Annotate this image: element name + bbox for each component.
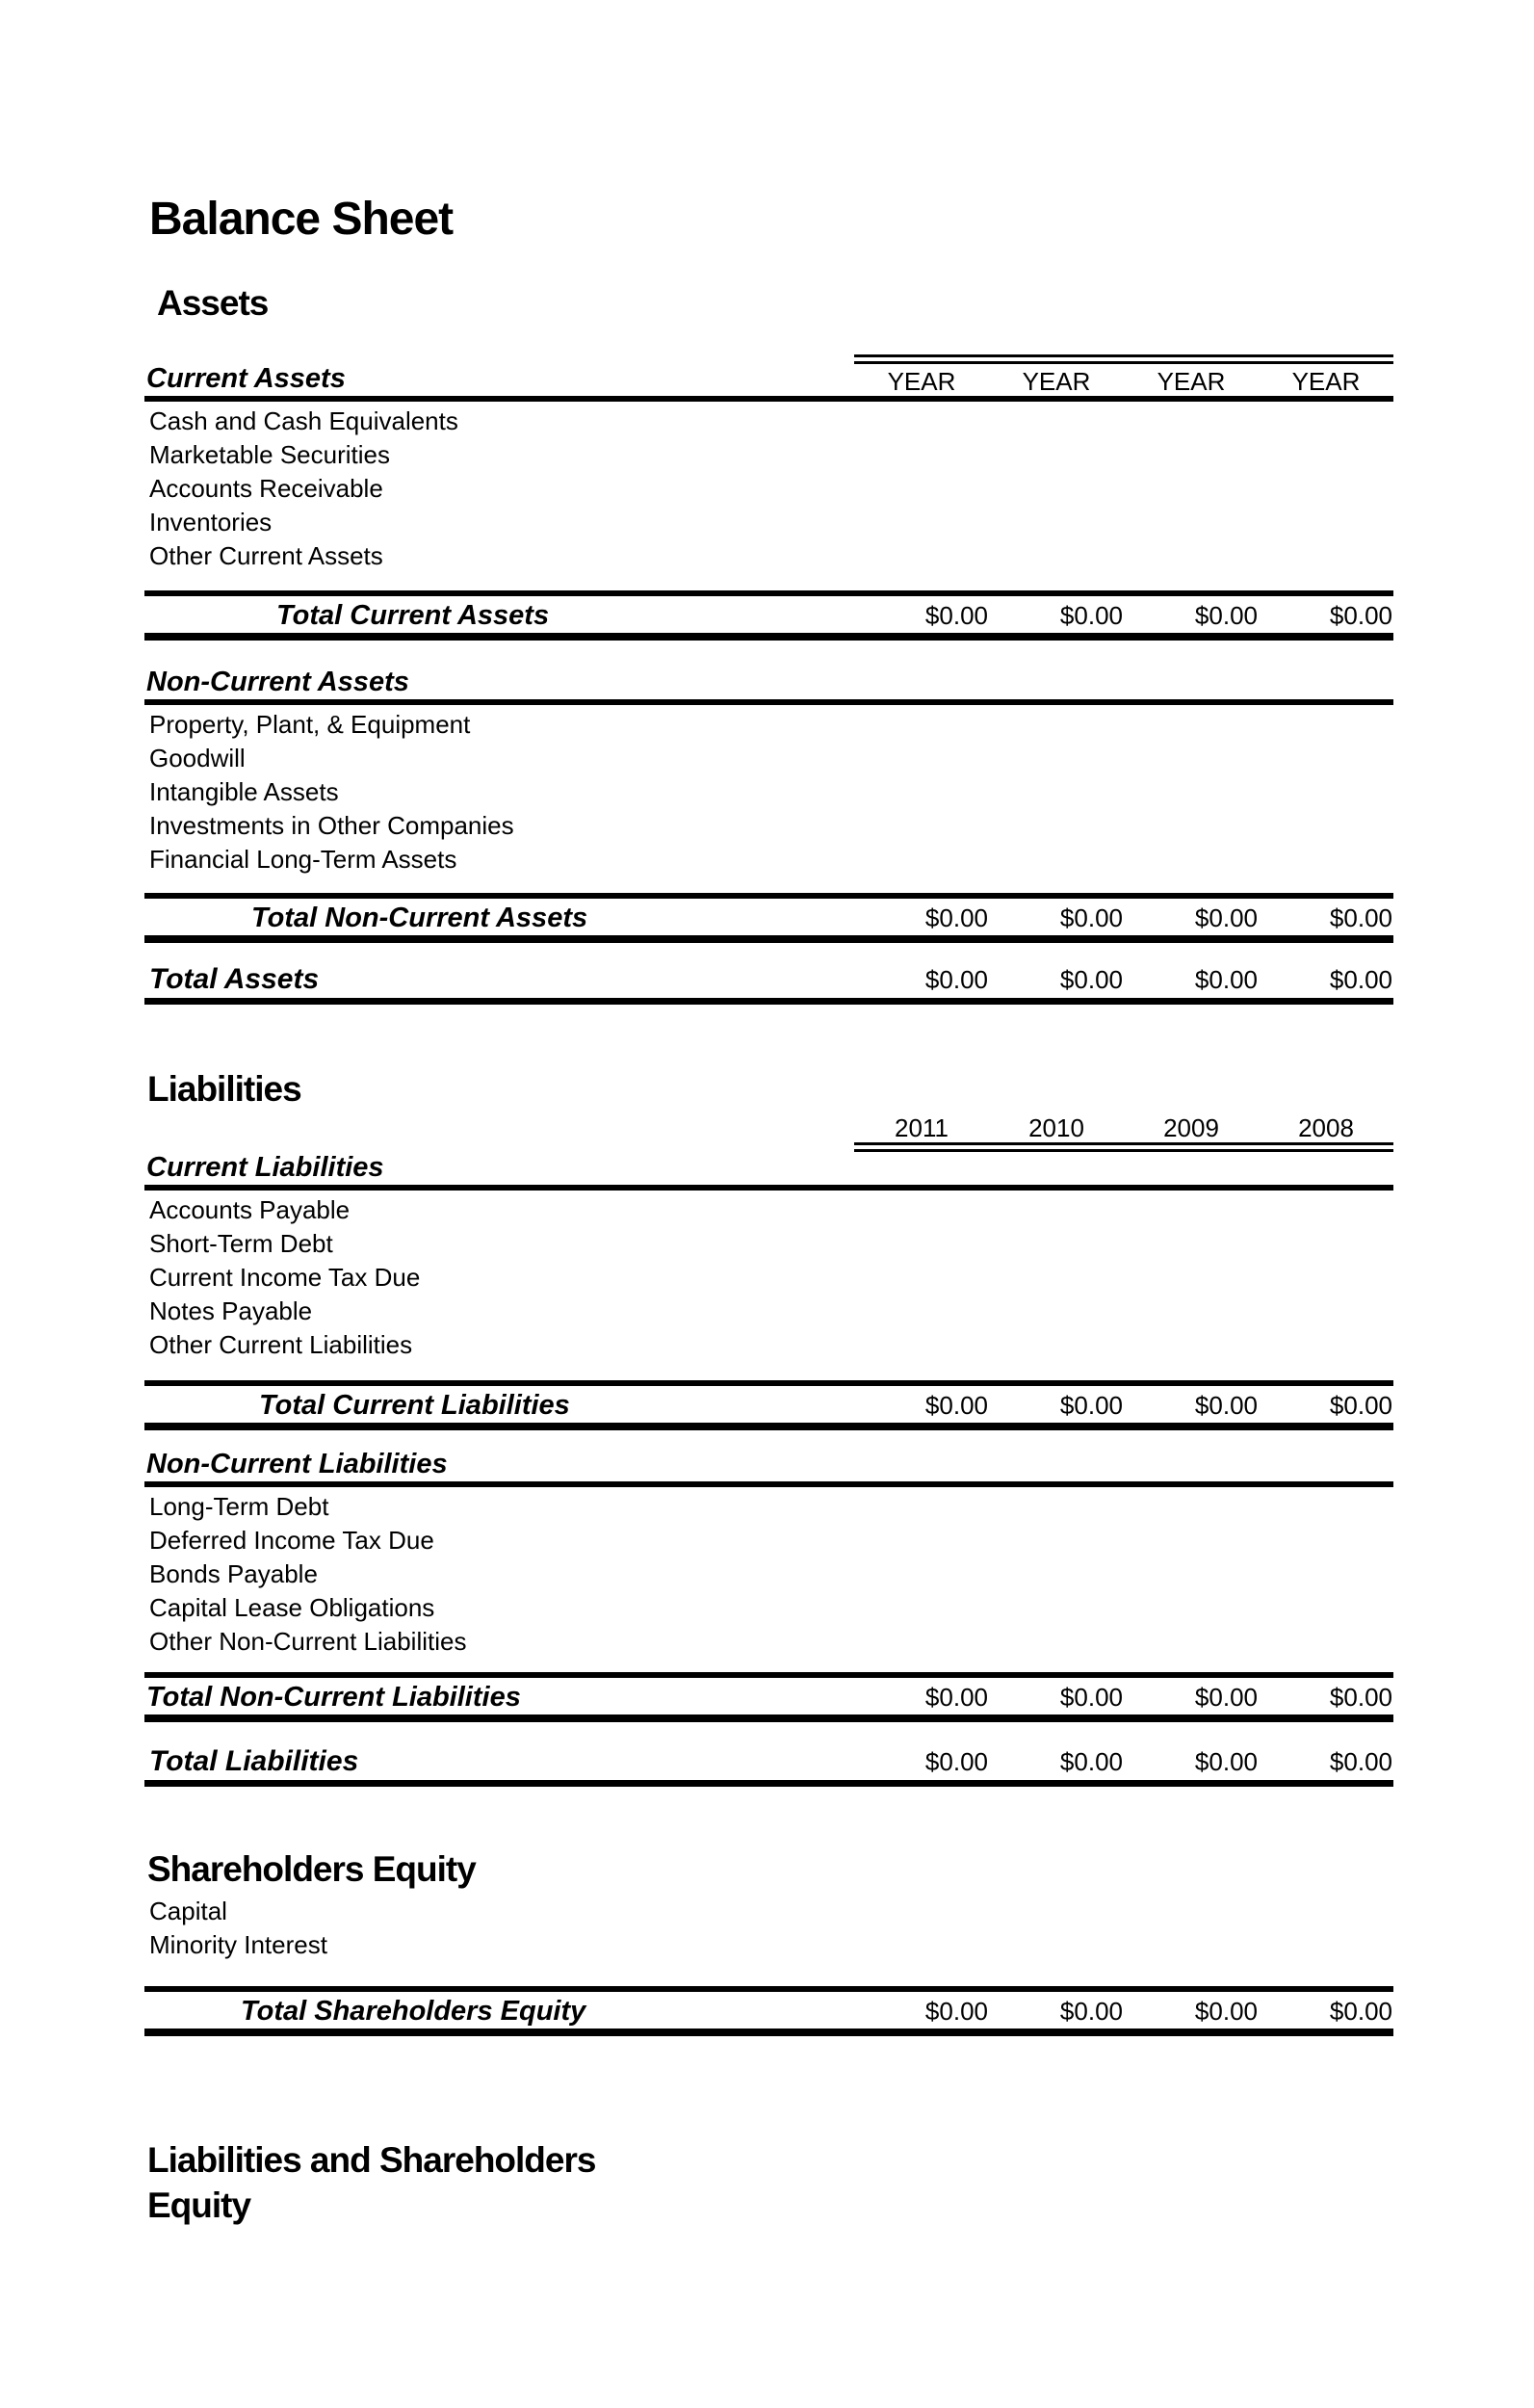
line-item: Current Income Tax Due [149, 1263, 421, 1292]
line-item: Other Current Liabilities [149, 1330, 413, 1359]
non-current-assets-item-list [144, 708, 1393, 877]
assets-section-heading: Assets [157, 283, 269, 323]
grand-total-values [854, 1746, 1393, 1777]
line-item: Cash and Cash Equivalents [149, 406, 458, 435]
total-row-values [854, 600, 1393, 631]
total-value: $0.00 [1059, 965, 1123, 994]
total-non-current-assets-row [144, 893, 1393, 943]
line-item: Capital [149, 1897, 227, 1925]
total-value: $0.00 [1194, 1683, 1258, 1712]
year-column-header: 2010 [1028, 1113, 1084, 1142]
total-row-label: Total Shareholders Equity [241, 1996, 586, 2027]
total-row-label: Total Current Liabilities [259, 1390, 570, 1421]
year-column-header: 2008 [1298, 1113, 1354, 1142]
total-value: $0.00 [1329, 1747, 1392, 1776]
liabilities-year-header-columns [854, 1113, 1393, 1152]
line-item: Other Non-Current Liabilities [149, 1627, 467, 1656]
total-row-values [854, 903, 1393, 933]
line-item: Property, Plant, & Equipment [149, 710, 471, 739]
total-value: $0.00 [1059, 1683, 1123, 1712]
line-item: Bonds Payable [149, 1559, 318, 1588]
equity-section-heading: Shareholders Equity [147, 1849, 476, 1889]
total-value: $0.00 [1194, 903, 1258, 932]
total-row-values [854, 1390, 1393, 1421]
total-value: $0.00 [1329, 1683, 1392, 1712]
line-item: Goodwill [149, 744, 246, 772]
total-value: $0.00 [1194, 965, 1258, 994]
year-column-header: YEAR [1022, 367, 1091, 396]
equity-item-list [144, 1895, 1393, 1962]
line-item: Marketable Securities [149, 440, 390, 469]
sheet-body [144, 193, 1393, 2228]
total-current-liabilities-row [144, 1380, 1393, 1430]
line-item: Intangible Assets [149, 777, 339, 806]
line-item: Accounts Receivable [149, 474, 383, 503]
total-shareholders-equity-row [144, 1986, 1393, 2036]
year-column-header: 2009 [1163, 1113, 1219, 1142]
current-assets-item-list [144, 405, 1393, 573]
total-non-current-liabilities-row [144, 1672, 1393, 1722]
current-liabilities-item-list [144, 1193, 1393, 1362]
year-column-header: YEAR [887, 367, 956, 396]
total-value: $0.00 [1194, 1391, 1258, 1420]
total-value: $0.00 [1194, 1747, 1258, 1776]
total-value: $0.00 [1194, 1997, 1258, 2026]
total-assets-row [144, 963, 1393, 1005]
total-value: $0.00 [1329, 903, 1392, 932]
total-value: $0.00 [1329, 601, 1392, 630]
total-row-values [854, 1996, 1393, 2027]
liabilities-and-equity-heading: Liabilities and Shareholders Equity [147, 2140, 596, 2225]
total-value: $0.00 [1059, 1391, 1123, 1420]
liabilities-section-heading: Liabilities [147, 1069, 301, 1109]
non-current-liabilities-item-list [144, 1490, 1393, 1659]
non-current-assets-heading: Non-Current Assets [144, 667, 1393, 705]
total-value: $0.00 [1059, 1997, 1123, 2026]
total-value: $0.00 [1059, 903, 1123, 932]
total-value: $0.00 [924, 1683, 988, 1712]
line-item: Deferred Income Tax Due [149, 1526, 434, 1555]
total-value: $0.00 [1194, 601, 1258, 630]
total-current-assets-row [144, 590, 1393, 641]
line-item: Capital Lease Obligations [149, 1593, 435, 1622]
page-title: Balance Sheet [149, 194, 454, 245]
total-row-label: Total Current Assets [276, 600, 550, 631]
current-liabilities-heading: Current Liabilities [144, 1153, 1393, 1191]
line-item: Inventories [149, 508, 273, 537]
total-value: $0.00 [1059, 1747, 1123, 1776]
liabilities-year-row [144, 1113, 1393, 1152]
total-value: $0.00 [924, 965, 988, 994]
total-value: $0.00 [924, 1391, 988, 1420]
grand-total-label: Total Assets [149, 963, 320, 995]
grand-total-label: Total Liabilities [149, 1745, 359, 1777]
line-item: Investments in Other Companies [149, 811, 514, 840]
total-value: $0.00 [924, 903, 988, 932]
grand-total-values [854, 964, 1393, 995]
line-item: Other Current Assets [149, 541, 383, 570]
total-value: $0.00 [1329, 965, 1392, 994]
assets-header-row [144, 354, 1393, 402]
line-item: Long-Term Debt [149, 1492, 329, 1521]
line-item: Financial Long-Term Assets [149, 845, 457, 874]
non-current-liabilities-heading: Non-Current Liabilities [144, 1450, 1393, 1487]
total-value: $0.00 [1329, 1997, 1392, 2026]
total-row-values [854, 1682, 1393, 1713]
total-value: $0.00 [924, 1747, 988, 1776]
assets-year-header-columns [854, 354, 1393, 396]
total-value: $0.00 [924, 1997, 988, 2026]
total-row-label: Total Non-Current Assets [251, 903, 588, 933]
line-item: Short-Term Debt [149, 1229, 333, 1258]
total-value: $0.00 [924, 601, 988, 630]
line-item: Accounts Payable [149, 1195, 351, 1224]
total-value: $0.00 [1059, 601, 1123, 630]
line-item: Minority Interest [149, 1930, 327, 1959]
year-column-header: 2011 [895, 1113, 949, 1142]
current-assets-heading: Current Assets [146, 363, 346, 394]
year-column-header: YEAR [1157, 367, 1226, 396]
line-item: Notes Payable [149, 1296, 313, 1325]
total-value: $0.00 [1329, 1391, 1392, 1420]
total-liabilities-row [144, 1745, 1393, 1787]
total-row-label: Total Non-Current Liabilities [146, 1682, 521, 1713]
year-column-header: YEAR [1291, 367, 1361, 396]
